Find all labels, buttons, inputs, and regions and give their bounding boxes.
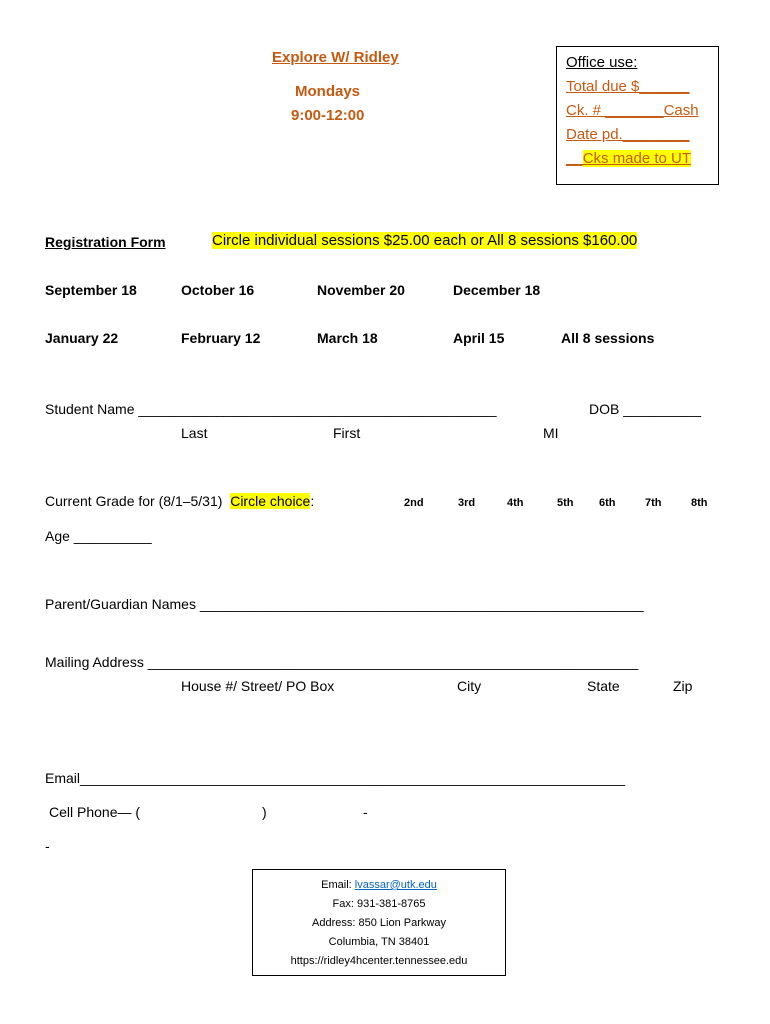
session-option[interactable]: April 15: [453, 330, 505, 346]
student-name-sublabel-mi: MI: [543, 425, 559, 441]
stray-dash: -: [45, 838, 50, 854]
contact-address: Address: 850 Lion Parkway: [312, 917, 446, 929]
student-name-sublabel-last: Last: [181, 425, 208, 441]
contact-email-row: [253, 876, 505, 895]
session-option[interactable]: December 18: [453, 282, 541, 298]
checks-made-to-line: [566, 150, 691, 167]
grade-option[interactable]: 3rd: [458, 497, 476, 509]
registration-form-label: Registration Form: [45, 234, 166, 250]
session-option-all[interactable]: All 8 sessions: [561, 330, 655, 346]
email-field[interactable]: Email______________________________________________________________________: [45, 770, 626, 786]
student-name-field[interactable]: Student Name ______________________________________________: [45, 401, 497, 417]
grade-label: Current Grade for (8/1–5/31): [45, 493, 223, 509]
grade-option[interactable]: 4th: [507, 497, 524, 509]
session-option[interactable]: September 18: [45, 282, 137, 298]
cell-phone-label: Cell Phone— (: [49, 804, 141, 820]
dob-field[interactable]: DOB __________: [589, 401, 702, 417]
age-field[interactable]: Age __________: [45, 528, 152, 544]
contact-website[interactable]: https://ridley4hcenter.tennessee.edu: [290, 955, 468, 967]
program-day: Mondays: [295, 83, 361, 100]
session-option[interactable]: October 16: [181, 282, 255, 298]
grade-option[interactable]: 6th: [599, 497, 616, 509]
session-option[interactable]: November 20: [317, 282, 405, 298]
contact-email-link[interactable]: lvassar@utk.edu: [354, 879, 437, 891]
grade-colon: :: [310, 493, 315, 509]
grade-option[interactable]: 5th: [557, 497, 574, 509]
program-title: Explore W/ Ridley: [272, 49, 399, 66]
session-option[interactable]: March 18: [317, 330, 378, 346]
registration-instructions: Circle individual sessions $25.00 each or All 8 sessions $160.00: [212, 232, 638, 249]
mailing-address-field[interactable]: Mailing Address _______________________________________________________________: [45, 654, 639, 670]
checks-prefix: __: [566, 150, 583, 167]
parent-names-field[interactable]: Parent/Guardian Names _________________________________________________________: [45, 596, 644, 612]
address-sublabel-house: House #/ Street/ PO Box: [181, 678, 335, 694]
contact-email-label: Email:: [321, 879, 355, 891]
office-use-title: Office use:: [566, 54, 638, 71]
grade-line: [45, 493, 314, 509]
address-sublabel-zip: Zip: [673, 678, 693, 694]
contact-city: Columbia, TN 38401: [328, 936, 430, 948]
session-option[interactable]: January 22: [45, 330, 119, 346]
contact-fax: Fax: 931-381-8765: [332, 898, 426, 910]
total-due-field: Total due $______: [566, 78, 690, 95]
cell-phone-dash: -: [363, 804, 368, 820]
student-name-sublabel-first: First: [333, 425, 361, 441]
program-time: 9:00-12:00: [291, 107, 365, 124]
session-option[interactable]: February 12: [181, 330, 261, 346]
grade-option[interactable]: 7th: [645, 497, 662, 509]
address-sublabel-state: State: [587, 678, 620, 694]
grade-option[interactable]: 8th: [691, 497, 708, 509]
office-use-box: [556, 46, 719, 185]
date-paid-field: Date pd.________: [566, 126, 690, 143]
check-cash-field: Ck. # _______Cash: [566, 102, 699, 119]
checks-made-to: Cks made to UT: [582, 150, 692, 167]
circle-choice: Circle choice: [230, 493, 311, 509]
cell-phone-close-paren: ): [262, 804, 267, 820]
address-sublabel-city: City: [457, 678, 482, 694]
contact-info-box: [252, 869, 506, 976]
grade-option[interactable]: 2nd: [404, 497, 424, 509]
